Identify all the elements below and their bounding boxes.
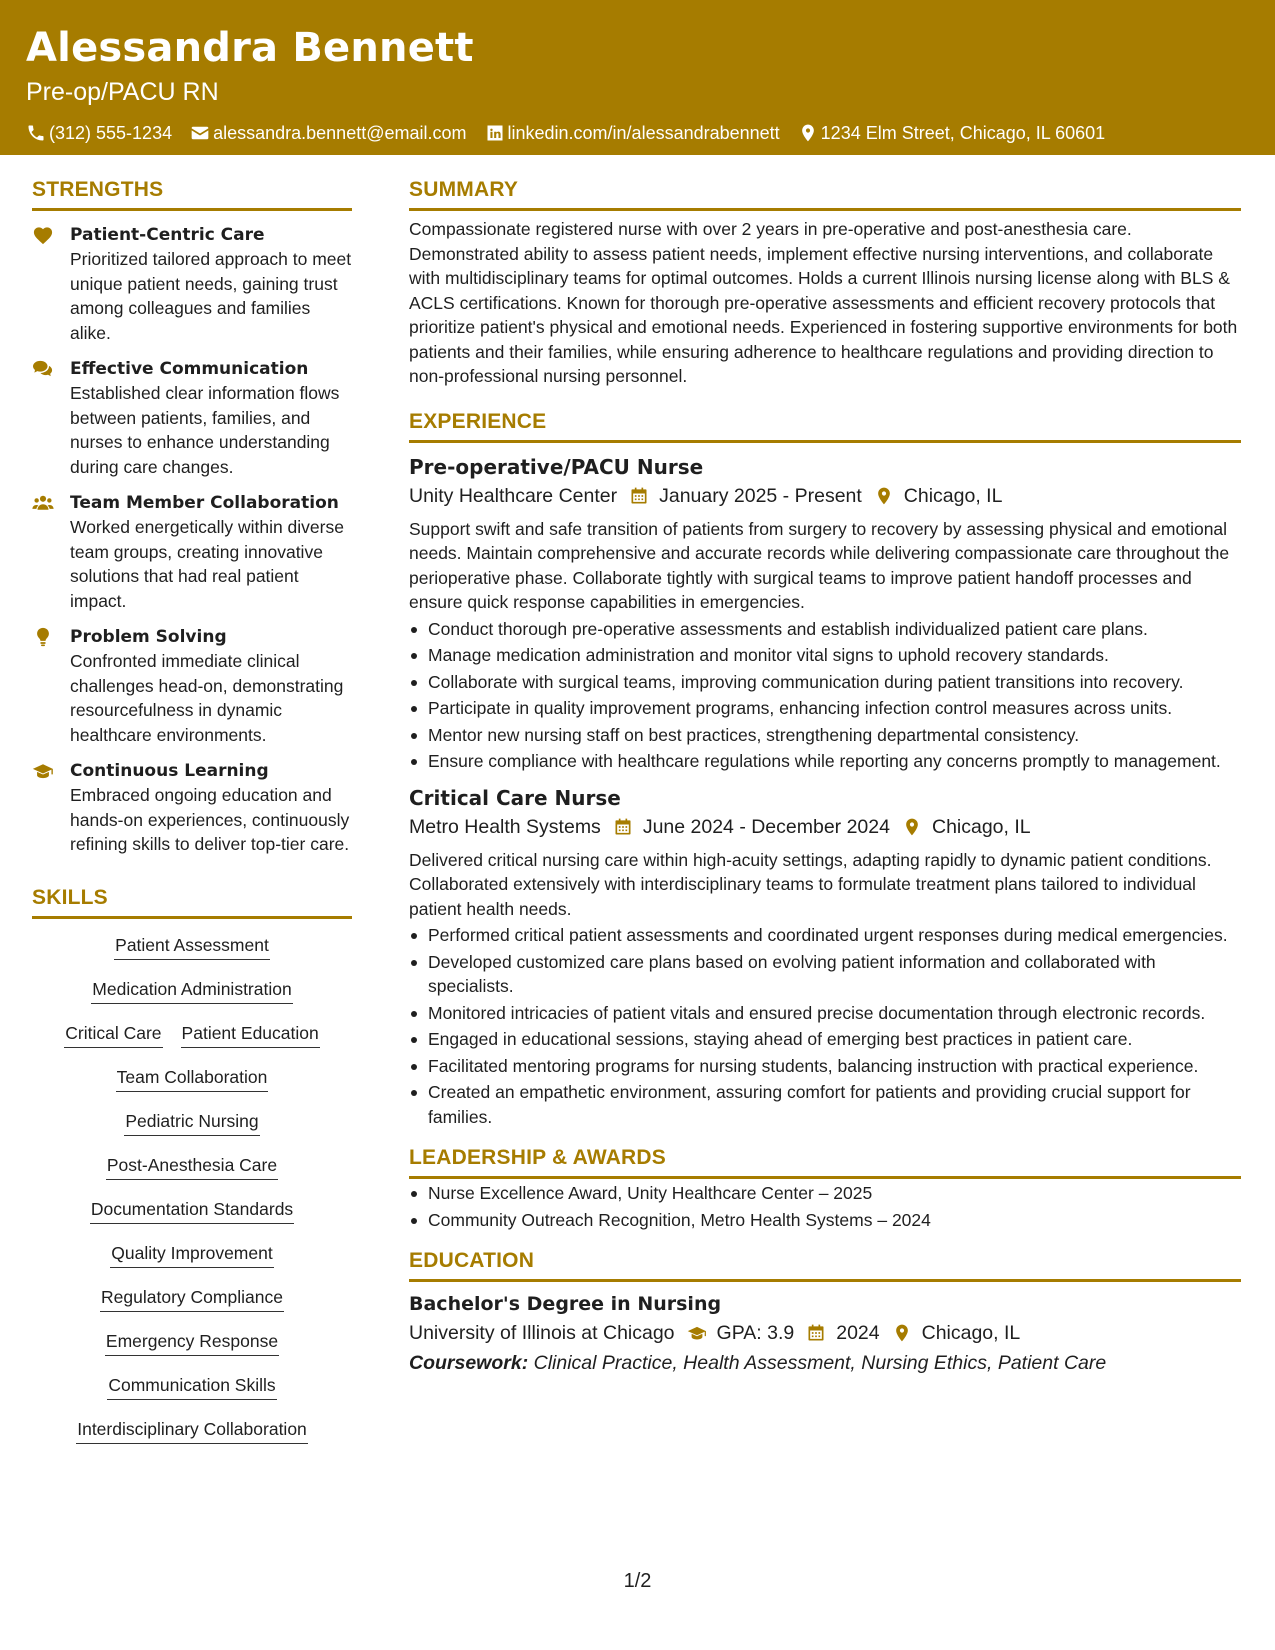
right-column [409, 175, 1241, 1378]
contact-email[interactable] [190, 121, 466, 145]
skills-list [32, 931, 352, 1459]
awards-heading: LEADERSHIP & AWARDS [409, 1143, 1241, 1179]
skill-tag: Quality Improvement [110, 1239, 273, 1268]
phone-icon [26, 123, 46, 143]
skill-tag: Pediatric Nursing [124, 1107, 259, 1136]
summary-heading: SUMMARY [409, 175, 1241, 211]
strength-desc: Worked energetically within diverse team groups, creating innovative solutions that had real patient impact. [70, 517, 344, 611]
education-meta [409, 1318, 1241, 1348]
map-pin-icon [892, 1323, 912, 1343]
contact-phone[interactable] [26, 121, 172, 145]
lightbulb-icon [32, 627, 54, 647]
degree-title: Bachelor's Degree in Nursing [409, 1293, 722, 1315]
map-pin-icon [874, 486, 894, 506]
map-pin-icon [902, 817, 922, 837]
phone-text: (312) 555-1234 [49, 123, 173, 143]
job-bullet: Engaged in educational sessions, staying ahead of emerging best practices in patient care. [409, 1027, 1241, 1052]
awards-list [409, 1181, 1241, 1232]
summary-text: Compassionate registered nurse with over 2 years in pre-operative and post-anesthesia care. Demonstrated ability to assess patient needs, implement effective nursing interventions, and collaborate with multidisciplinary teams for optimal outcomes. Holds a current Illinois nursing license along with BLS & ACLS certifications. Known for thorough pre-operative assessments and efficient recovery protocols that prioritize patient's physical and emotional needs. Experienced in fostering supportive environments for both patients and their families, while ensuring adherence to healthcare regulations and providing direction to non-professional nursing personnel. [409, 219, 1238, 386]
job-dates: June 2024 - December 2024 [642, 815, 890, 838]
job-location: Chicago, IL [903, 484, 1003, 507]
job-bullets [409, 923, 1241, 1129]
strength-item [32, 759, 352, 857]
strength-item [32, 357, 352, 479]
skill-tag: Documentation Standards [90, 1195, 294, 1224]
job-bullet: Facilitated mentoring programs for nursing students, balancing instruction with practical experience. [409, 1054, 1241, 1079]
school-name: University of Illinois at Chicago [409, 1322, 675, 1344]
graduation-cap-icon [687, 1323, 707, 1343]
job-title: Critical Care Nurse [409, 785, 621, 810]
job-bullet: Mentor new nursing staff on best practices, strengthening departmental consistency. [409, 723, 1241, 748]
job-location: Chicago, IL [931, 815, 1031, 838]
job-entry [409, 784, 1241, 1130]
strength-desc: Embraced ongoing education and hands-on experiences, continuously refining skills to deliver top-tier care. [70, 785, 350, 854]
skill-tag: Medication Administration [91, 975, 292, 1004]
job-bullet: Created an empathetic environment, assuring comfort for patients and providing crucial support for families. [409, 1080, 1241, 1129]
job-title: Pre-operative/PACU Nurse [409, 454, 704, 479]
coursework-label: Coursework: [409, 1352, 529, 1374]
linkedin-text: linkedin.com/in/alessandrabennett [507, 123, 780, 143]
job-bullet: Performed critical patient assessments and coordinated urgent responses during medical emergencies. [409, 923, 1241, 948]
job-bullet: Ensure compliance with healthcare regulations while reporting any concerns promptly to management. [409, 749, 1241, 774]
coursework-text: Clinical Practice, Health Assessment, Nursing Ethics, Patient Care [533, 1352, 1107, 1374]
left-column [32, 175, 352, 1459]
strength-item [32, 491, 352, 613]
linkedin-icon [485, 123, 505, 143]
skill-tag: Emergency Response [105, 1327, 279, 1356]
skill-tag: Team Collaboration [116, 1063, 269, 1092]
resume-header [0, 0, 1275, 155]
skill-tag: Communication Skills [107, 1371, 276, 1400]
job-bullet: Manage medication administration and monitor vital signs to uphold recovery standards. [409, 643, 1241, 668]
skill-tag: Interdisciplinary Collaboration [76, 1415, 308, 1444]
strength-name: Patient-Centric Care [70, 225, 265, 245]
candidate-title: Pre-op/PACU RN [26, 78, 219, 106]
strength-name: Problem Solving [70, 627, 227, 647]
job-company: Unity Healthcare Center [409, 484, 618, 507]
graduation-year: 2024 [836, 1322, 880, 1344]
email-text: alessandra.bennett@email.com [213, 123, 467, 143]
education-heading: EDUCATION [409, 1246, 1241, 1282]
strength-name: Continuous Learning [70, 761, 269, 781]
address-text: 1234 Elm Street, Chicago, IL 60601 [820, 123, 1106, 143]
skill-tag: Patient Education [181, 1019, 320, 1048]
job-company: Metro Health Systems [409, 815, 601, 838]
skill-tag: Patient Assessment [114, 931, 270, 960]
envelope-icon [190, 123, 210, 143]
graduation-cap-icon [32, 761, 54, 781]
job-bullet: Participate in quality improvement programs, enhancing infection control measures across units. [409, 696, 1241, 721]
strength-name: Effective Communication [70, 359, 309, 379]
job-bullet: Conduct thorough pre-operative assessments and establish individualized patient care plans. [409, 617, 1241, 642]
calendar-icon [806, 1323, 826, 1343]
job-entry [409, 453, 1241, 774]
strength-name: Team Member Collaboration [70, 493, 339, 513]
job-description: Delivered critical nursing care within high-acuity settings, adapting rapidly to dynamic patient conditions. Collaborated extensively with interdisciplinary teams to formulate treatment plans tailored to individual patient health needs. [409, 849, 1212, 919]
page-number: 1/2 [623, 1570, 652, 1592]
skill-tag: Critical Care [64, 1019, 162, 1048]
award-item: Community Outreach Recognition, Metro Health Systems – 2024 [409, 1208, 1241, 1233]
skills-heading: SKILLS [32, 883, 352, 919]
job-meta [409, 481, 1241, 511]
strength-desc: Established clear information flows between patients, families, and nurses to enhance understanding during care changes. [70, 383, 340, 477]
coursework [409, 1348, 1241, 1378]
skill-tag: Regulatory Compliance [100, 1283, 284, 1312]
job-dates: January 2025 - Present [659, 484, 862, 507]
map-pin-icon [798, 123, 818, 143]
heart-icon [32, 225, 54, 245]
contact-bar [26, 121, 1249, 145]
education-location: Chicago, IL [921, 1322, 1021, 1344]
strength-desc: Confronted immediate clinical challenges head-on, demonstrating resourcefulness in dynamic healthcare environments. [70, 651, 344, 745]
contact-address [798, 121, 1106, 145]
job-meta [409, 812, 1241, 842]
comments-icon [32, 359, 54, 379]
strength-item [32, 223, 352, 345]
job-bullet: Collaborate with surgical teams, improving communication during patient transitions into recovery. [409, 670, 1241, 695]
skill-tag: Post-Anesthesia Care [106, 1151, 278, 1180]
job-bullet: Monitored intricacies of patient vitals and ensured precise documentation through electronic records. [409, 1001, 1241, 1026]
candidate-name: Alessandra Bennett [26, 25, 474, 71]
strength-item [32, 625, 352, 747]
job-description: Support swift and safe transition of patients from surgery to recovery by assessing physical and emotional needs. Maintain comprehensive and accurate records while delivering compassionate care throughout the perioperative phase. Collaborate tightly with surgical teams to improve patient handoff processes and ensure quick response capabilities in emergencies. [409, 518, 1230, 612]
strengths-heading: STRENGTHS [32, 175, 352, 211]
contact-linkedin[interactable] [485, 121, 780, 145]
strength-desc: Prioritized tailored approach to meet unique patient needs, gaining trust among colleagues and families alike. [70, 249, 352, 343]
experience-heading: EXPERIENCE [409, 407, 1241, 443]
users-icon [32, 493, 54, 513]
job-bullet: Developed customized care plans based on evolving patient information and collaborated with specialists. [409, 950, 1241, 999]
job-bullets [409, 617, 1241, 774]
calendar-icon [629, 486, 649, 506]
calendar-icon [613, 817, 633, 837]
award-item: Nurse Excellence Award, Unity Healthcare Center – 2025 [409, 1181, 1241, 1206]
gpa-text: GPA: 3.9 [716, 1322, 795, 1344]
